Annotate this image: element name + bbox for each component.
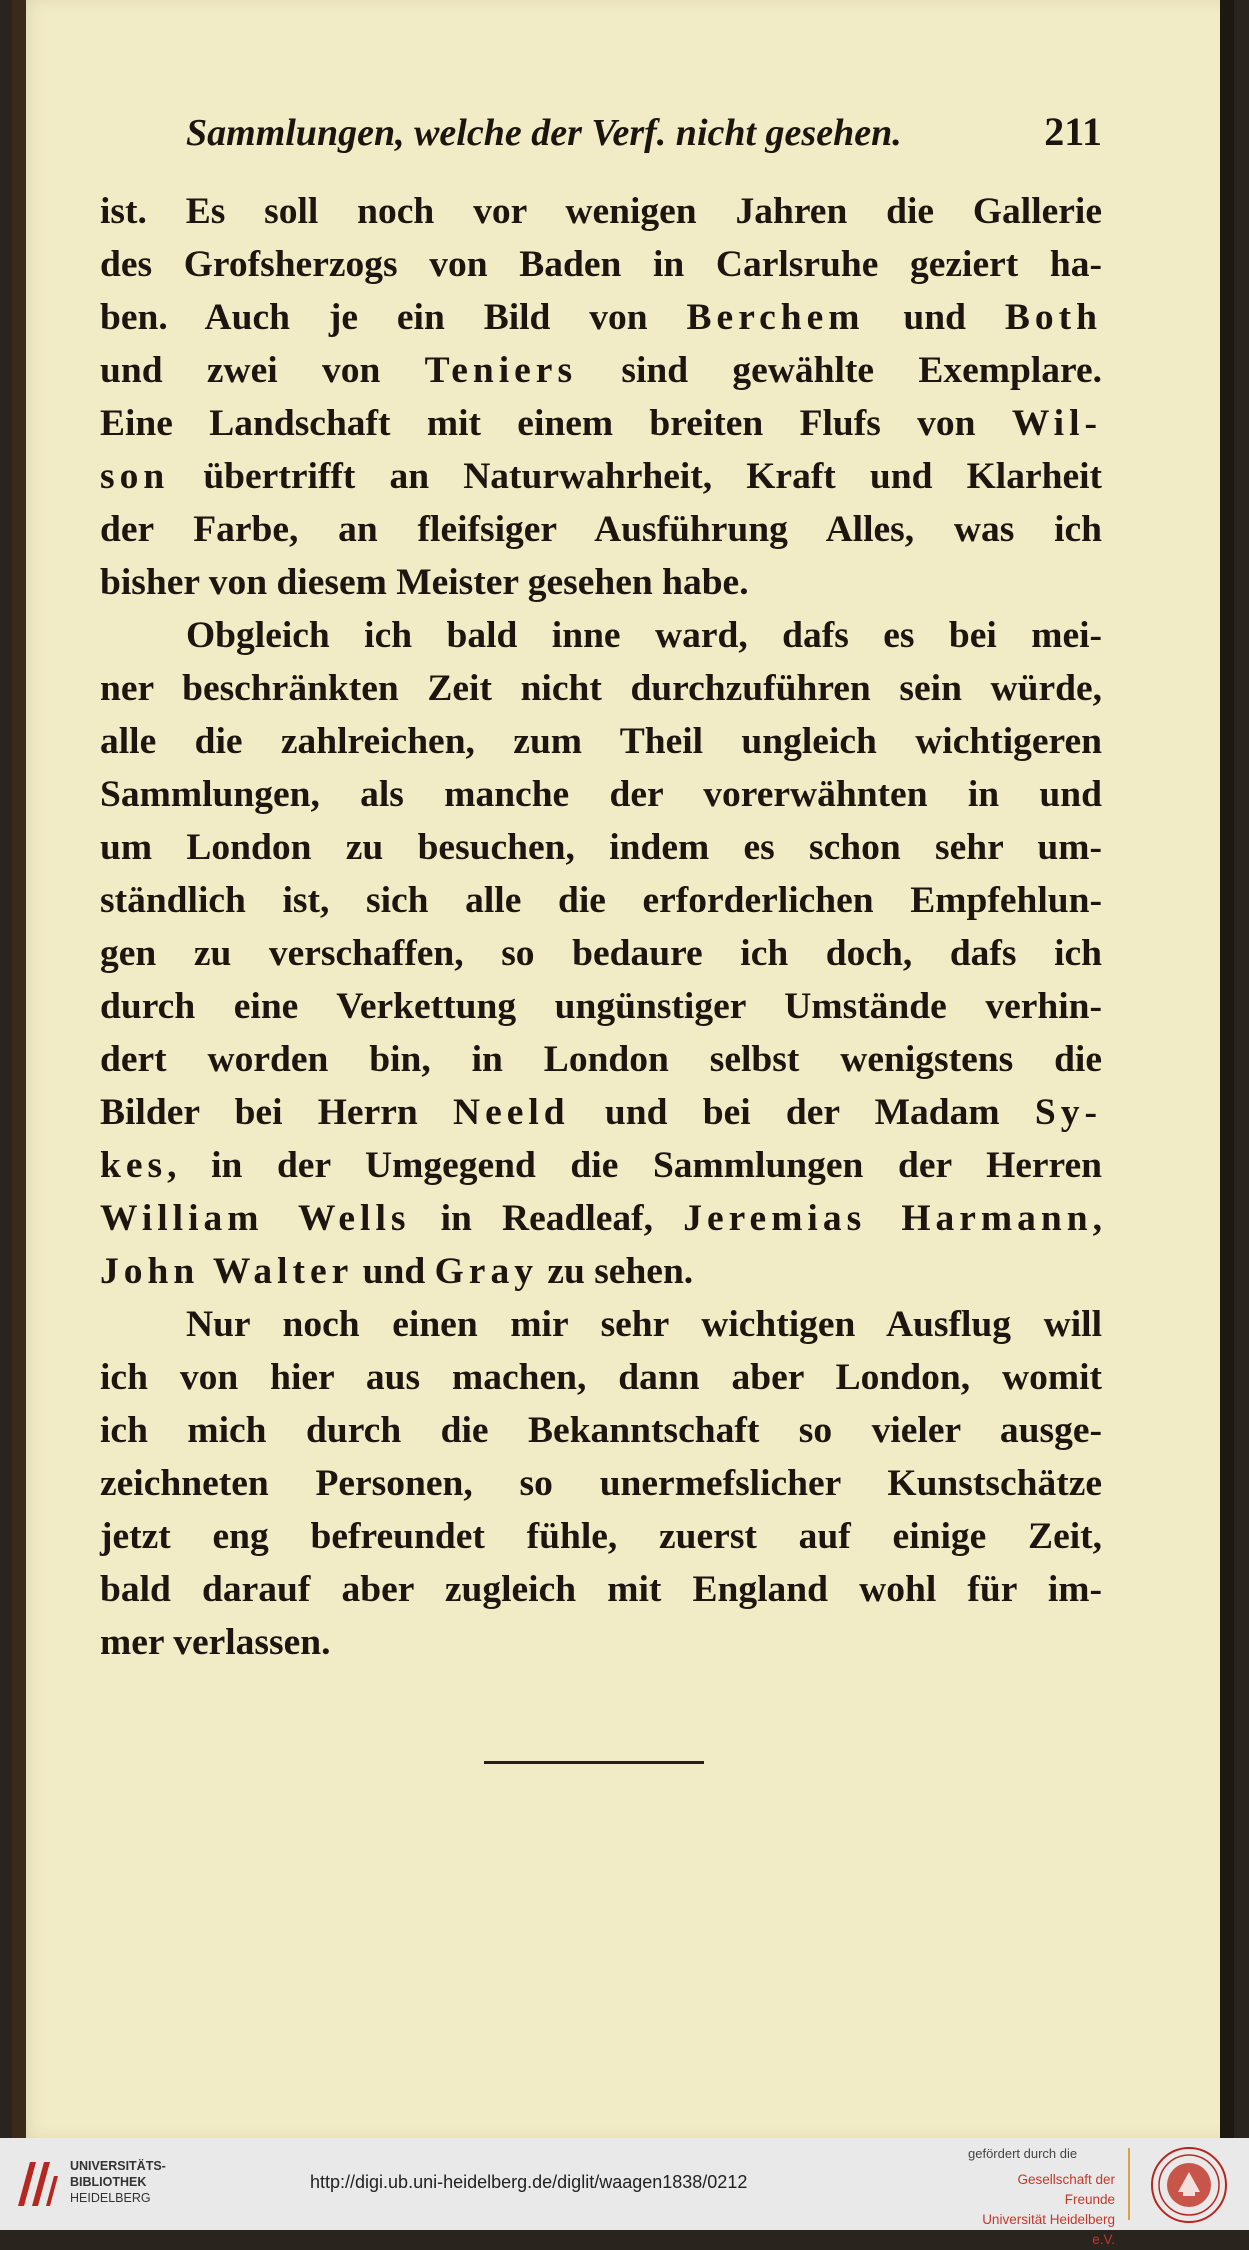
spaced-name: Both <box>1004 297 1102 338</box>
university-library-logo-icon <box>12 2156 60 2212</box>
permalink-url[interactable]: http://digi.ub.uni-heidelberg.de/diglit/waagen1838/0212 <box>310 2172 748 2192</box>
digitization-footer <box>0 2138 1249 2247</box>
spaced-name: William Wells <box>100 1198 411 1239</box>
text-line: zeichneten Personen, so unermefslicher Kunstschätze <box>100 1463 1102 1504</box>
text-line: mer verlassen. <box>100 1622 331 1663</box>
sponsor-name <box>965 2170 1115 2250</box>
text-line: bisher von diesem Meister gesehen habe. <box>100 562 749 603</box>
text-line: gen zu verschaffen, so bedaure ich doch, dafs ich <box>100 933 1102 974</box>
spaced-name: Jeremias Harmann <box>683 1198 1093 1239</box>
spaced-name: son <box>100 456 170 497</box>
university-seal-icon <box>1150 2146 1228 2224</box>
text-line: dert worden bin, in London selbst wenigstens die <box>100 1039 1102 1080</box>
spaced-name: Neeld <box>452 1092 570 1133</box>
spaced-name: Gray <box>434 1251 538 1292</box>
page-text <box>100 185 1102 1669</box>
page-edge-shadow <box>1220 0 1234 2138</box>
text-line: Bilder bei Herrn Neeld und bei der Madam Sy- <box>100 1092 1102 1133</box>
book-spine <box>12 0 26 2138</box>
text-line: ist. Es soll noch vor wenigen Jahren die Gallerie <box>100 191 1102 232</box>
text-line: William Wells in Readleaf, Jeremias Harmann, <box>100 1198 1102 1239</box>
spaced-name: John Walter <box>100 1251 354 1292</box>
text-line: kes, in der Umgegend die Sammlungen der Herren <box>100 1145 1102 1186</box>
sponsor-divider <box>1128 2148 1130 2220</box>
spaced-name: Wil- <box>1011 403 1102 444</box>
library-name <box>70 2158 166 2206</box>
text-line: ben. Auch je ein Bild von Berchem und Both <box>100 297 1102 338</box>
sponsor-name-line: Universität Heidelberg e.V. <box>982 2212 1115 2247</box>
text-line: alle die zahlreichen, zum Theil ungleich wichtigeren <box>100 721 1102 762</box>
text-line: John Walter und Gray zu sehen. <box>100 1251 694 1292</box>
text-line: son übertrifft an Naturwahrheit, Kraft und Klarheit <box>100 456 1102 497</box>
running-header <box>186 108 1102 160</box>
running-title: Sammlungen, welche der Verf. nicht gesehen. <box>186 112 902 154</box>
spaced-name: Sy- <box>1034 1092 1102 1133</box>
text-line: Eine Landschaft mit einem breiten Flufs von Wil- <box>100 403 1102 444</box>
text-line: und zwei von Teniers sind gewählte Exemplare. <box>100 350 1103 391</box>
sponsor-lead-text: gefördert durch die <box>968 2146 1078 2161</box>
library-name-line: HEIDELBERG <box>70 2191 151 2205</box>
text-line: ich mich durch die Bekanntschaft so vieler ausge- <box>100 1410 1102 1451</box>
spaced-name: Teniers <box>424 350 578 391</box>
text-line: des Grofsherzogs von Baden in Carlsruhe geziert ha- <box>100 244 1102 285</box>
text-line: der Farbe, an fleifsiger Ausführung Alles, was ich <box>100 509 1102 550</box>
text-line: Obgleich ich bald inne ward, dafs es bei mei- <box>186 615 1102 656</box>
library-name-line: BIBLIOTHEK <box>70 2175 147 2189</box>
text-line: ständlich ist, sich alle die erforderlichen Empfehlun- <box>100 880 1102 921</box>
text-line: jetzt eng befreundet fühle, zuerst auf einige Zeit, <box>100 1516 1102 1557</box>
text-line: um London zu besuchen, indem es schon sehr um- <box>100 827 1102 868</box>
library-name-line: UNIVERSITÄTS- <box>70 2159 166 2173</box>
text-line: ich von hier aus machen, dann aber London, womit <box>100 1357 1102 1398</box>
text-line: bald darauf aber zugleich mit England wohl für im- <box>100 1569 1102 1610</box>
text-line: ner beschränkten Zeit nicht durchzuführen sein würde, <box>100 668 1102 709</box>
end-rule <box>484 1761 704 1764</box>
page-number: 211 <box>1044 109 1102 154</box>
text-line: Sammlungen, als manche der vorerwähnten in und <box>100 774 1102 815</box>
spaced-name: kes <box>100 1145 168 1186</box>
sponsor-name-line: Gesellschaft der Freunde <box>1017 2172 1115 2207</box>
spaced-name: Berchem <box>686 297 865 338</box>
text-line: durch eine Verkettung ungünstiger Umstände verhin- <box>100 986 1102 1027</box>
text-line: Nur noch einen mir sehr wichtigen Ausflug will <box>186 1304 1102 1345</box>
